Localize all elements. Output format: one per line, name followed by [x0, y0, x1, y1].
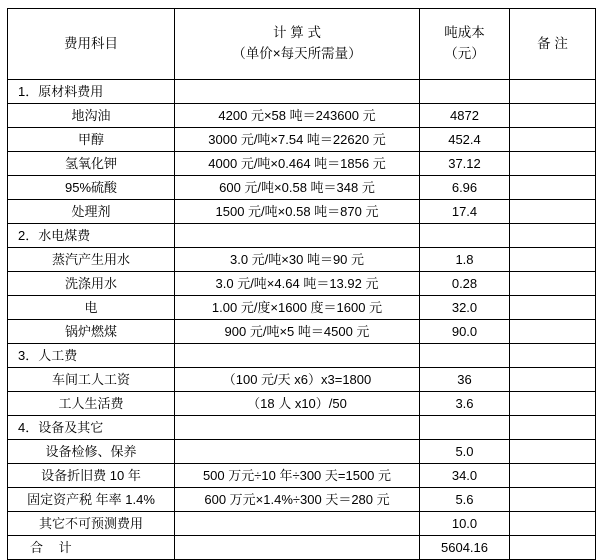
- row-remark: [510, 392, 596, 416]
- row-formula: 4200 元×58 吨＝243600 元: [175, 104, 420, 128]
- row-formula: [175, 80, 420, 104]
- row-remark: [510, 440, 596, 464]
- row-remark: [510, 512, 596, 536]
- row-cost: 3.6: [420, 392, 510, 416]
- row-remark: [510, 272, 596, 296]
- row-remark: [510, 152, 596, 176]
- table-row: [8, 488, 596, 512]
- row-remark: [510, 368, 596, 392]
- row-item-label: 氢氧化钾: [8, 152, 175, 176]
- table-row: [8, 296, 596, 320]
- row-item-label: 蒸汽产生用水: [8, 248, 175, 272]
- header-formula-line1: 计 算 式: [272, 25, 321, 41]
- table-row: [8, 200, 596, 224]
- table-row: [8, 368, 596, 392]
- header-cost: [420, 9, 510, 80]
- header-cost-line1: 吨成本: [444, 25, 485, 41]
- row-formula: （100 元/天 x6）x3=1800: [175, 368, 420, 392]
- table-row: [8, 224, 596, 248]
- table-row: [8, 344, 596, 368]
- header-row: [8, 9, 596, 80]
- table-row: [8, 152, 596, 176]
- row-cost: 37.12: [420, 152, 510, 176]
- table-header: [8, 9, 596, 80]
- row-group-label: 3．人工费: [8, 344, 175, 368]
- row-cost: 1.8: [420, 248, 510, 272]
- row-cost: 452.4: [420, 128, 510, 152]
- row-item-label: 工人生活费: [8, 392, 175, 416]
- row-remark: [510, 200, 596, 224]
- row-item-label: 固定资产税 年率 1.4%: [8, 488, 175, 512]
- row-cost: 32.0: [420, 296, 510, 320]
- table-row: [8, 440, 596, 464]
- table-footer: [8, 536, 596, 560]
- row-cost: 34.0: [420, 464, 510, 488]
- row-remark: [510, 344, 596, 368]
- row-formula: [175, 344, 420, 368]
- row-remark: [510, 416, 596, 440]
- row-item-label: 锅炉燃煤: [8, 320, 175, 344]
- row-item-label: 甲醇: [8, 128, 175, 152]
- row-remark: [510, 128, 596, 152]
- row-cost: [420, 416, 510, 440]
- table-row: [8, 176, 596, 200]
- row-item-label: 处理剂: [8, 200, 175, 224]
- row-formula: 500 万元÷10 年÷300 天=1500 元: [175, 464, 420, 488]
- row-formula: [175, 224, 420, 248]
- header-remark: 备 注: [510, 9, 596, 80]
- row-item-label: 地沟油: [8, 104, 175, 128]
- total-cost: 5604.16: [420, 536, 510, 560]
- row-formula: 600 元/吨×0.58 吨＝348 元: [175, 176, 420, 200]
- table-row: [8, 392, 596, 416]
- row-formula: 3.0 元/吨×4.64 吨＝13.92 元: [175, 272, 420, 296]
- row-remark: [510, 104, 596, 128]
- header-item: 费用科目: [8, 9, 175, 80]
- table-body: [8, 80, 596, 536]
- row-remark: [510, 224, 596, 248]
- row-formula: 3.0 元/吨×30 吨＝90 元: [175, 248, 420, 272]
- row-remark: [510, 488, 596, 512]
- row-formula: 900 元/吨×5 吨＝4500 元: [175, 320, 420, 344]
- row-item-label: 其它不可预测费用: [8, 512, 175, 536]
- row-item-label: 95%硫酸: [8, 176, 175, 200]
- row-cost: [420, 80, 510, 104]
- row-cost: 36: [420, 368, 510, 392]
- total-formula: [175, 536, 420, 560]
- total-remark: [510, 536, 596, 560]
- header-formula-line2: （单价×每天所需量）: [232, 46, 362, 61]
- table-row: [8, 248, 596, 272]
- row-cost: 17.4: [420, 200, 510, 224]
- row-formula: [175, 512, 420, 536]
- header-formula: [175, 9, 420, 80]
- cost-breakdown-table: [7, 8, 596, 560]
- row-cost: 6.96: [420, 176, 510, 200]
- row-cost: [420, 344, 510, 368]
- table-row: [8, 80, 596, 104]
- table-row: [8, 272, 596, 296]
- total-label: 合 计: [8, 536, 175, 560]
- row-remark: [510, 248, 596, 272]
- table-row: [8, 128, 596, 152]
- table-row: [8, 416, 596, 440]
- row-formula: 3000 元/吨×7.54 吨＝22620 元: [175, 128, 420, 152]
- row-cost: [420, 224, 510, 248]
- table-row: [8, 464, 596, 488]
- row-formula: 600 万元×1.4%÷300 天＝280 元: [175, 488, 420, 512]
- row-group-label: 2．水电煤费: [8, 224, 175, 248]
- row-formula: [175, 416, 420, 440]
- row-group-label: 1．原材料费用: [8, 80, 175, 104]
- row-item-label: 车间工人工资: [8, 368, 175, 392]
- row-cost: 90.0: [420, 320, 510, 344]
- row-item-label: 设备折旧费 10 年: [8, 464, 175, 488]
- row-formula: （18 人 x10）/50: [175, 392, 420, 416]
- row-remark: [510, 296, 596, 320]
- row-cost: 10.0: [420, 512, 510, 536]
- row-cost: 5.6: [420, 488, 510, 512]
- row-formula: 1.00 元/度×1600 度＝1600 元: [175, 296, 420, 320]
- row-remark: [510, 464, 596, 488]
- row-formula: [175, 440, 420, 464]
- row-cost: 0.28: [420, 272, 510, 296]
- row-item-label: 设备检修、保养: [8, 440, 175, 464]
- table-row: [8, 512, 596, 536]
- row-formula: 1500 元/吨×0.58 吨＝870 元: [175, 200, 420, 224]
- table-row: [8, 104, 596, 128]
- total-row: [8, 536, 596, 560]
- row-formula: 4000 元/吨×0.464 吨＝1856 元: [175, 152, 420, 176]
- row-cost: 5.0: [420, 440, 510, 464]
- header-cost-line2: （元）: [444, 46, 485, 61]
- row-remark: [510, 176, 596, 200]
- row-remark: [510, 320, 596, 344]
- row-item-label: 电: [8, 296, 175, 320]
- row-cost: 4872: [420, 104, 510, 128]
- row-group-label: 4．设备及其它: [8, 416, 175, 440]
- row-remark: [510, 80, 596, 104]
- table-row: [8, 320, 596, 344]
- row-item-label: 洗涤用水: [8, 272, 175, 296]
